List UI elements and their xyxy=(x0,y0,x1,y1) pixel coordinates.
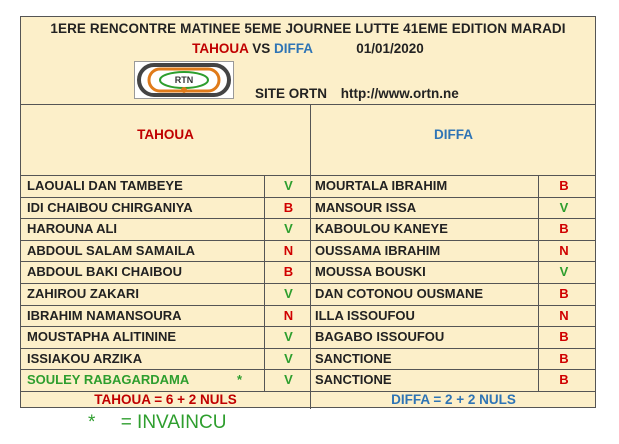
table-row xyxy=(21,197,595,218)
result-left: V xyxy=(284,372,293,388)
legend-star: * xyxy=(88,412,96,433)
result-left: N xyxy=(283,307,294,323)
site-label: SITE ORTN xyxy=(255,86,328,101)
team1-total: TAHOUA = 6 + 2 NULS xyxy=(94,392,237,407)
legend xyxy=(88,412,226,434)
result-right: B xyxy=(559,350,569,366)
wrestler-left: IDI CHAIBOU CHIRGANIYA xyxy=(27,199,193,215)
wrestler-right: MOUSSA BOUSKI xyxy=(315,264,426,280)
legend-text: = INVAINCU xyxy=(120,412,227,433)
result-right: V xyxy=(559,199,569,215)
wrestler-left: LAOUALI DAN TAMBEYE xyxy=(27,178,183,193)
result-right: B xyxy=(559,178,569,193)
wrestler-left: ZAHIROU ZAKARI xyxy=(27,286,139,301)
result-right: B xyxy=(559,329,569,345)
result-left: V xyxy=(284,286,293,301)
result-left: V xyxy=(284,178,293,193)
result-left: B xyxy=(283,264,294,280)
wrestler-left: MOUSTAPHA ALITININE xyxy=(27,329,177,345)
results-sheet xyxy=(20,16,596,408)
table-row xyxy=(21,369,595,390)
divider xyxy=(21,104,595,105)
team2-name: DIFFA xyxy=(273,41,313,56)
table-row xyxy=(21,240,595,261)
rtn-logo-graphic xyxy=(135,62,233,98)
page-title: 1ERE RENCONTRE MATINEE 5EME JOURNEE LUTTE 41EME EDITION MARADI xyxy=(50,21,566,36)
team2-total: DIFFA = 2 + 2 NULS xyxy=(391,392,516,407)
svg-text:RTN: RTN xyxy=(174,75,194,85)
team2-header: DIFFA xyxy=(434,127,473,142)
match-subtitle xyxy=(21,41,595,56)
totals-row xyxy=(21,391,595,409)
table-row xyxy=(21,326,595,347)
rtn-logo xyxy=(134,61,234,99)
table-row xyxy=(21,218,595,239)
result-left: V xyxy=(284,329,293,345)
wrestler-right: SANCTIONE xyxy=(315,372,392,388)
vs-label: VS xyxy=(252,41,271,56)
table-row xyxy=(21,261,595,282)
table-row xyxy=(21,305,595,326)
site-url[interactable]: http://www.ortn.ne xyxy=(340,86,459,101)
wrestler-left: HAROUNA ALI xyxy=(27,221,118,237)
wrestler-right: KABOULOU KANEYE xyxy=(315,221,448,237)
result-right: N xyxy=(559,307,569,323)
wrestler-right: SANCTIONE xyxy=(315,350,392,366)
result-left: B xyxy=(283,199,294,215)
result-right: B xyxy=(559,286,569,301)
wrestler-right: OUSSAMA IBRAHIM xyxy=(315,242,441,258)
result-right: V xyxy=(559,264,569,280)
wrestler-right: BAGABO ISSOUFOU xyxy=(315,329,445,345)
site-line xyxy=(255,86,459,101)
result-right: N xyxy=(559,242,569,258)
table-row xyxy=(21,175,595,196)
team1-name: TAHOUA xyxy=(192,41,249,56)
wrestler-right: MANSOUR ISSA xyxy=(315,199,417,215)
wrestler-left: IBRAHIM NAMANSOURA xyxy=(27,307,182,323)
wrestler-left: ISSIAKOU ARZIKA xyxy=(27,350,143,366)
wrestler-right: DAN COTONOU OUSMANE xyxy=(315,286,484,301)
match-date: 01/01/2020 xyxy=(356,41,424,56)
wrestler-right: MOURTALA IBRAHIM xyxy=(315,178,448,193)
team1-header: TAHOUA xyxy=(137,127,194,142)
result-left: V xyxy=(284,221,293,237)
result-right: B xyxy=(559,372,569,388)
table-row xyxy=(21,348,595,369)
result-right: B xyxy=(559,221,569,237)
wrestler-right: ILLA ISSOUFOU xyxy=(315,307,415,323)
wrestler-left: SOULEY RABAGARDAMA xyxy=(27,372,190,388)
result-left: N xyxy=(283,242,294,258)
table-row xyxy=(21,283,595,304)
wrestler-left: ABDOUL BAKI CHAIBOU xyxy=(27,264,183,280)
result-left: V xyxy=(284,350,293,366)
wrestler-left: ABDOUL SALAM SAMAILA xyxy=(27,242,196,258)
unbeaten-star: * xyxy=(237,372,243,388)
